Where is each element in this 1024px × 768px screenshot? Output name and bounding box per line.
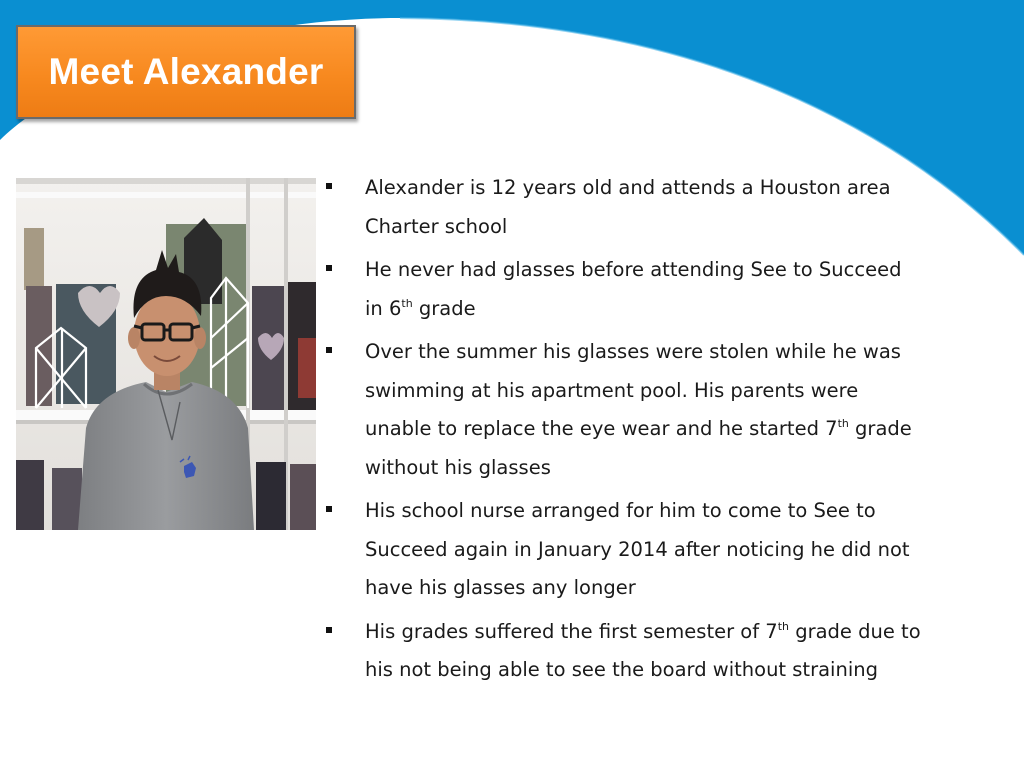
bullet-marker-icon <box>326 627 332 633</box>
bullet-text <box>365 258 901 320</box>
bullet-item <box>324 613 924 690</box>
slide-title: Meet Alexander <box>48 51 324 92</box>
bullet-text <box>365 176 891 238</box>
bullet-text-part: His grades suffered the first semester of 7 <box>365 619 778 643</box>
bullet-list <box>324 169 924 695</box>
bullet-marker-icon <box>326 265 332 271</box>
bullet-text <box>365 340 912 479</box>
title-banner <box>16 25 356 119</box>
bullet-text-part: Alexander is 12 years old and attends a Houston area Charter school <box>365 176 891 238</box>
bullet-text-part: grade <box>412 296 476 320</box>
bullet-text-part: He never had glasses before attending See to Succeed in 6 <box>365 258 902 320</box>
student-photo <box>16 178 316 530</box>
bullet-item <box>324 251 924 328</box>
bullet-text-part: His school nurse arranged for him to come to See to Succeed again in January 2014 after noticing he did not have his glasses any longer <box>365 499 910 599</box>
bullet-text-part: grade without his glasses <box>365 417 912 479</box>
superscript: th <box>777 619 789 633</box>
superscript: th <box>401 296 413 310</box>
bullet-marker-icon <box>326 347 332 353</box>
bullet-marker-icon <box>326 183 332 189</box>
bullet-text <box>365 620 921 682</box>
superscript: th <box>837 417 849 430</box>
bullet-item <box>324 169 924 246</box>
bullet-text-part: Over the summer his glasses were stolen while he was swimming at his apartment pool. His parents were unable to replace the eye wear and he started 7 <box>365 340 901 440</box>
bullet-item <box>324 333 924 487</box>
bullet-marker-icon <box>326 506 332 512</box>
bullet-text-part: grade due to his not being able to see the board without straining <box>365 619 921 681</box>
bullet-text <box>365 499 910 599</box>
bullet-item <box>324 492 924 608</box>
